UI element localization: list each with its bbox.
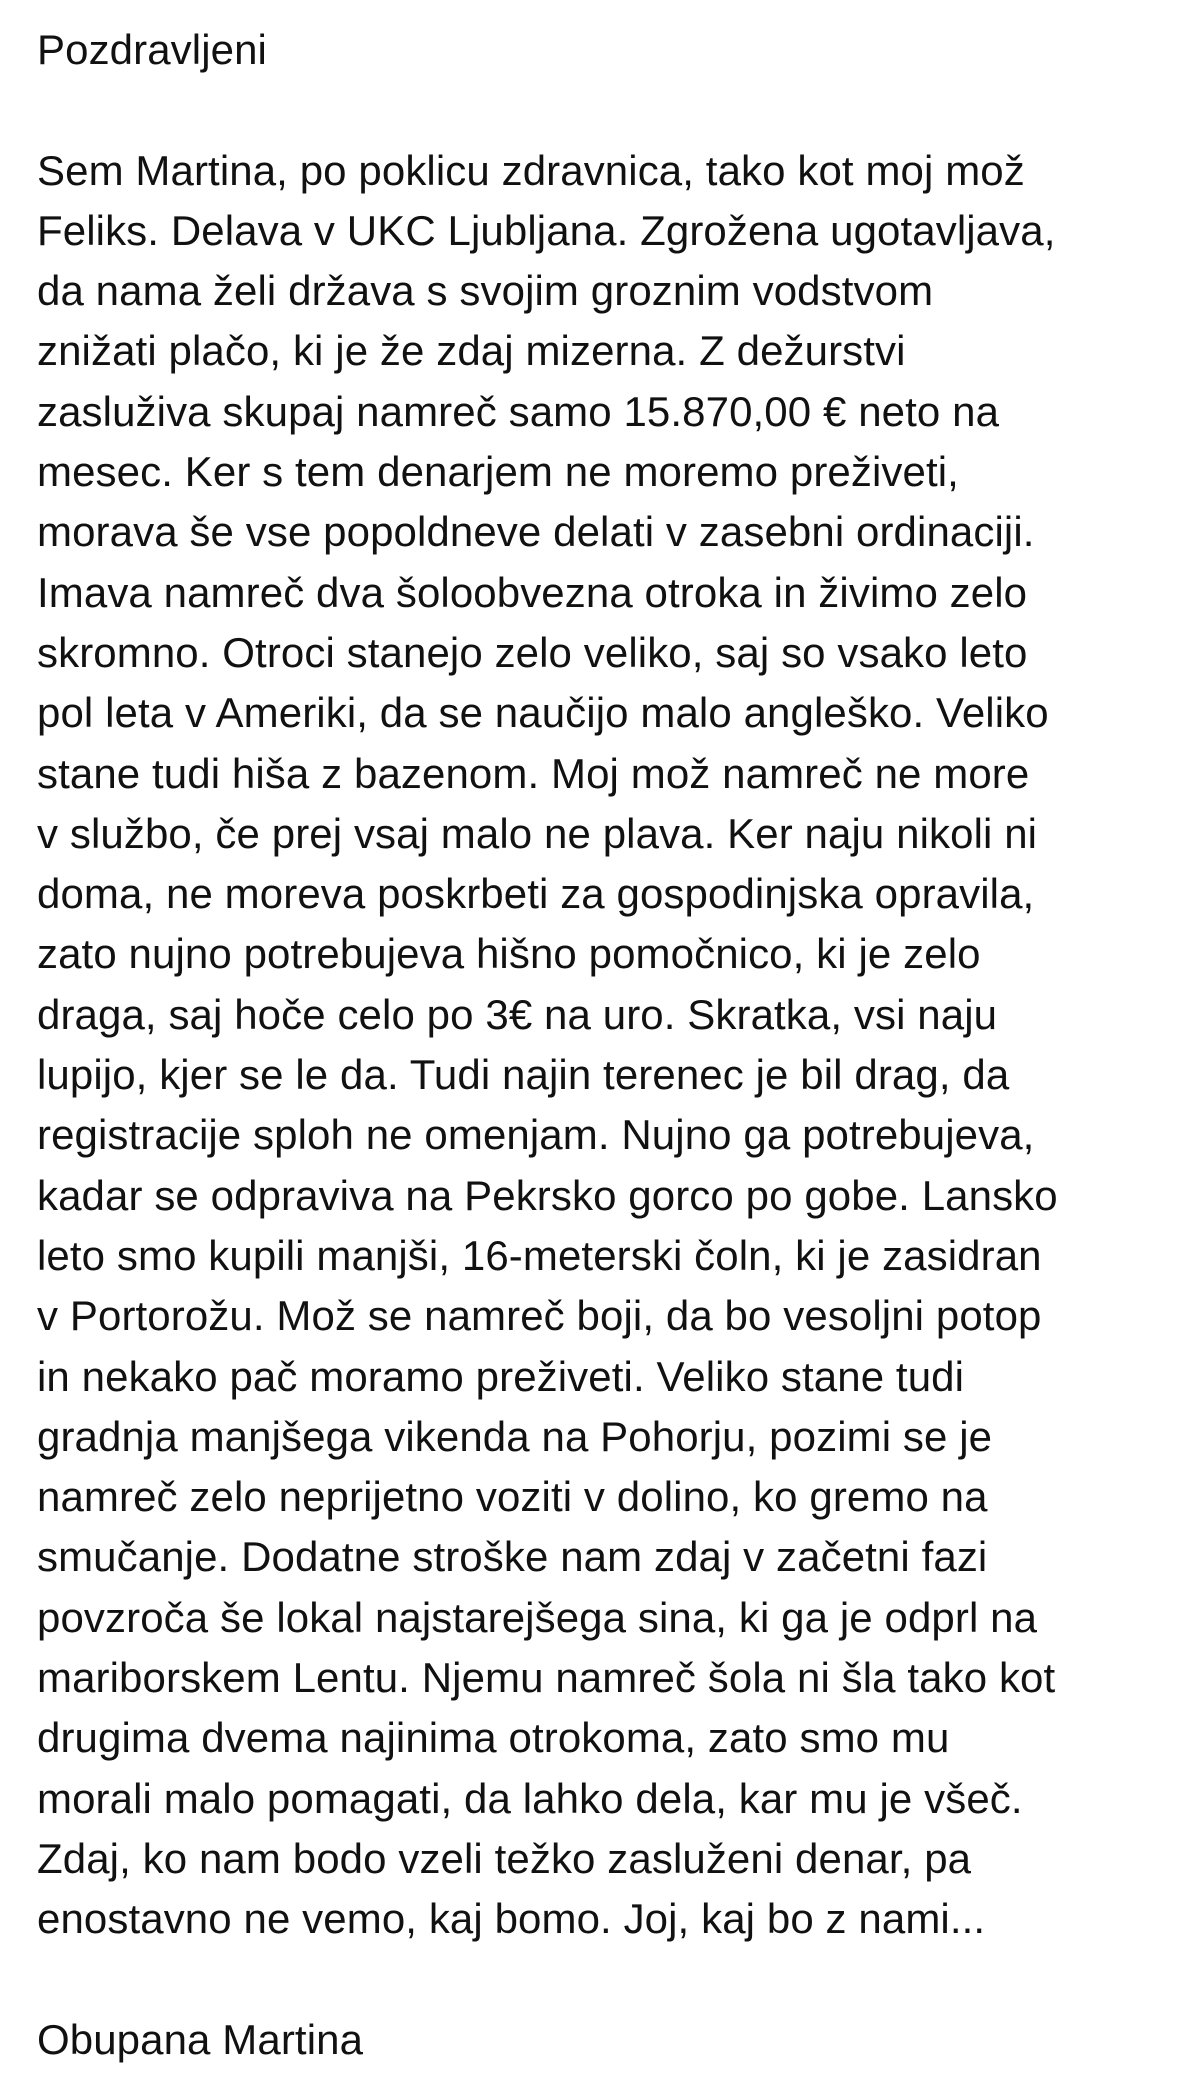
body-line: Sem Martina, po poklicu zdravnica, tako kot moj mož bbox=[37, 146, 1025, 194]
body-line: mesec. Ker s tem denarjem ne moremo preživeti, bbox=[37, 448, 959, 496]
body-line: namreč zelo neprijetno voziti v dolino, ko gremo na bbox=[37, 1473, 988, 1521]
body-line: skromno. Otroci stanejo zelo veliko, saj so vsako leto bbox=[37, 628, 1028, 676]
body-line: zasluživa skupaj namreč samo 15.870,00 € neto na bbox=[37, 387, 1000, 435]
body-line: drugima dvema najinima otrokoma, zato smo mu bbox=[37, 1714, 950, 1762]
body-line: kadar se odpraviva na Pekrsko gorco po gobe. Lansko bbox=[37, 1171, 1058, 1219]
body-line: lupijo, kjer se le da. Tudi najin terenec je bil drag, da bbox=[37, 1051, 1010, 1099]
post-text bbox=[37, 20, 1157, 2070]
body-line: leto smo kupili manjši, 16-meterski čoln, ki je zasidran bbox=[37, 1231, 1042, 1279]
body-line: pol leta v Ameriki, da se naučijo malo angleško. Veliko bbox=[37, 689, 1049, 737]
body-line: Feliks. Delava v UKC Ljubljana. Zgrožena ugotavljava, bbox=[37, 206, 1056, 254]
body-line: v službo, če prej vsaj malo ne plava. Ker naju nikoli ni bbox=[37, 809, 1038, 857]
post-greeting: Pozdravljeni bbox=[37, 26, 267, 73]
body-line: in nekako pač moramo preživeti. Veliko stane tudi bbox=[37, 1352, 965, 1400]
body-line: enostavno ne vemo, kaj bomo. Joj, kaj bo z nami... bbox=[37, 1895, 986, 1943]
paragraph-spacer bbox=[37, 80, 1157, 140]
body-line: zato nujno potrebujeva hišno pomočnico, ki je zelo bbox=[37, 930, 981, 978]
body-line: Imava namreč dva šoloobvezna otroka in živimo zelo bbox=[37, 568, 1028, 616]
body-line: morali malo pomagati, da lahko dela, kar mu je všeč. bbox=[37, 1774, 1023, 1822]
body-line: draga, saj hoče celo po 3€ na uro. Skratka, vsi naju bbox=[37, 990, 998, 1038]
body-line: znižati plačo, ki je že zdaj mizerna. Z dežurstvi bbox=[37, 327, 906, 375]
post-body bbox=[37, 141, 1157, 1950]
body-line: v Portorožu. Mož se namreč boji, da bo vesoljni potop bbox=[37, 1292, 1042, 1340]
body-line: stane tudi hiša z bazenom. Moj mož namreč ne more bbox=[37, 749, 1030, 797]
body-line: doma, ne moreva poskrbeti za gospodinjska opravila, bbox=[37, 870, 1035, 918]
paragraph-spacer bbox=[37, 1950, 1157, 2010]
body-line: morava še vse popoldneve delati v zasebni ordinaciji. bbox=[37, 508, 1035, 556]
body-line: povzroča še lokal najstarejšega sina, ki ga je odprl na bbox=[37, 1593, 1038, 1641]
post-signature: Obupana Martina bbox=[37, 2015, 364, 2063]
body-line: smučanje. Dodatne stroške nam zdaj v začetni fazi bbox=[37, 1533, 988, 1581]
body-line: registracije sploh ne omenjam. Nujno ga potrebujeva, bbox=[37, 1111, 1035, 1159]
body-line: da nama želi država s svojim groznim vodstvom bbox=[37, 267, 934, 315]
body-line: mariborskem Lentu. Njemu namreč šola ni šla tako kot bbox=[37, 1654, 1056, 1702]
body-line: gradnja manjšega vikenda na Pohorju, pozimi se je bbox=[37, 1412, 993, 1460]
body-line: Zdaj, ko nam bodo vzeli težko zasluženi denar, pa bbox=[37, 1834, 972, 1882]
